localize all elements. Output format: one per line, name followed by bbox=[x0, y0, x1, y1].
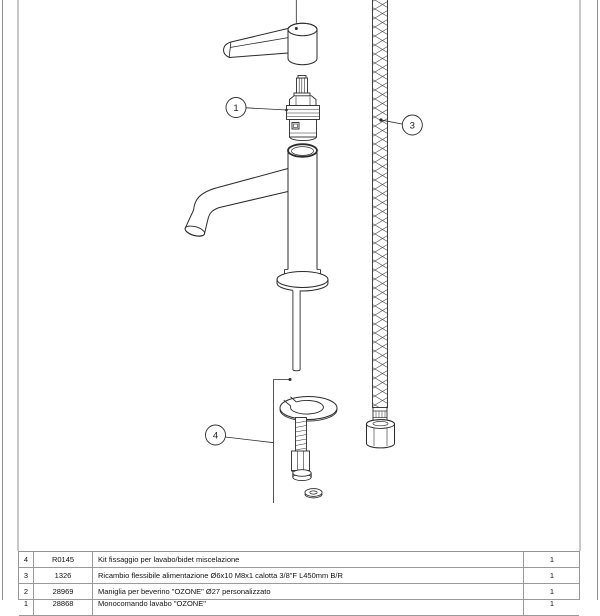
code-cell: 28969 bbox=[34, 584, 93, 599]
description-cell: Monocomando lavabo "OZONE" bbox=[93, 600, 524, 615]
description-cell: Kit fissaggio per lavabo/bidet miscelazione bbox=[93, 552, 524, 567]
qty-cell: 1 bbox=[549, 555, 555, 564]
description-cell: Ricambio flessibile alimentazione Ø6x10 M8x1 calotta 3/8"F L450mm B/R bbox=[93, 568, 524, 583]
pos-cell: 1 bbox=[19, 600, 34, 615]
leader-dot bbox=[295, 27, 298, 30]
table-row bbox=[19, 584, 579, 600]
horseshoe-plate bbox=[280, 397, 337, 420]
braided-sleeve bbox=[373, 0, 388, 408]
table-row bbox=[19, 552, 579, 568]
pos-cell: 3 bbox=[19, 568, 34, 583]
callout-1 bbox=[226, 98, 288, 118]
spout bbox=[185, 169, 288, 237]
cartridge bbox=[287, 76, 320, 141]
pos-cell: 2 bbox=[19, 584, 34, 599]
handle-lever bbox=[224, 23, 318, 64]
faucet-body-with-spout bbox=[184, 144, 317, 269]
qty-cell: 1 bbox=[549, 598, 555, 608]
code-cell: R0145 bbox=[34, 552, 93, 567]
callout-3-label: 3 bbox=[409, 120, 415, 132]
washer bbox=[305, 489, 322, 498]
callout-1-label: 1 bbox=[233, 102, 239, 114]
table-row bbox=[19, 568, 579, 584]
description-cell: Maniglia per beverino "OZONE" Ø27 personalizzato bbox=[93, 584, 524, 599]
code-cell: 1326 bbox=[34, 568, 93, 583]
callout-4 bbox=[206, 378, 292, 503]
leader-dot bbox=[379, 118, 382, 121]
group-bracket bbox=[274, 380, 291, 504]
hose-ferrule bbox=[373, 408, 387, 422]
leader-dot bbox=[285, 109, 288, 112]
leader-dot bbox=[289, 378, 292, 381]
code-cell: 28868 bbox=[34, 600, 93, 615]
qty-cell: 1 bbox=[549, 587, 555, 596]
pos-cell: 4 bbox=[19, 552, 34, 567]
fixing-kit bbox=[280, 397, 337, 498]
qty-cell: 1 bbox=[549, 571, 555, 580]
base-flange bbox=[277, 270, 328, 292]
hose-nut bbox=[367, 420, 395, 448]
callout-4-label: 4 bbox=[212, 430, 219, 442]
fixing-nut bbox=[293, 470, 311, 481]
parts-table bbox=[18, 551, 580, 608]
threaded-rod bbox=[293, 288, 300, 371]
table-row-partial bbox=[19, 600, 579, 616]
flexible-hose bbox=[367, 0, 395, 448]
